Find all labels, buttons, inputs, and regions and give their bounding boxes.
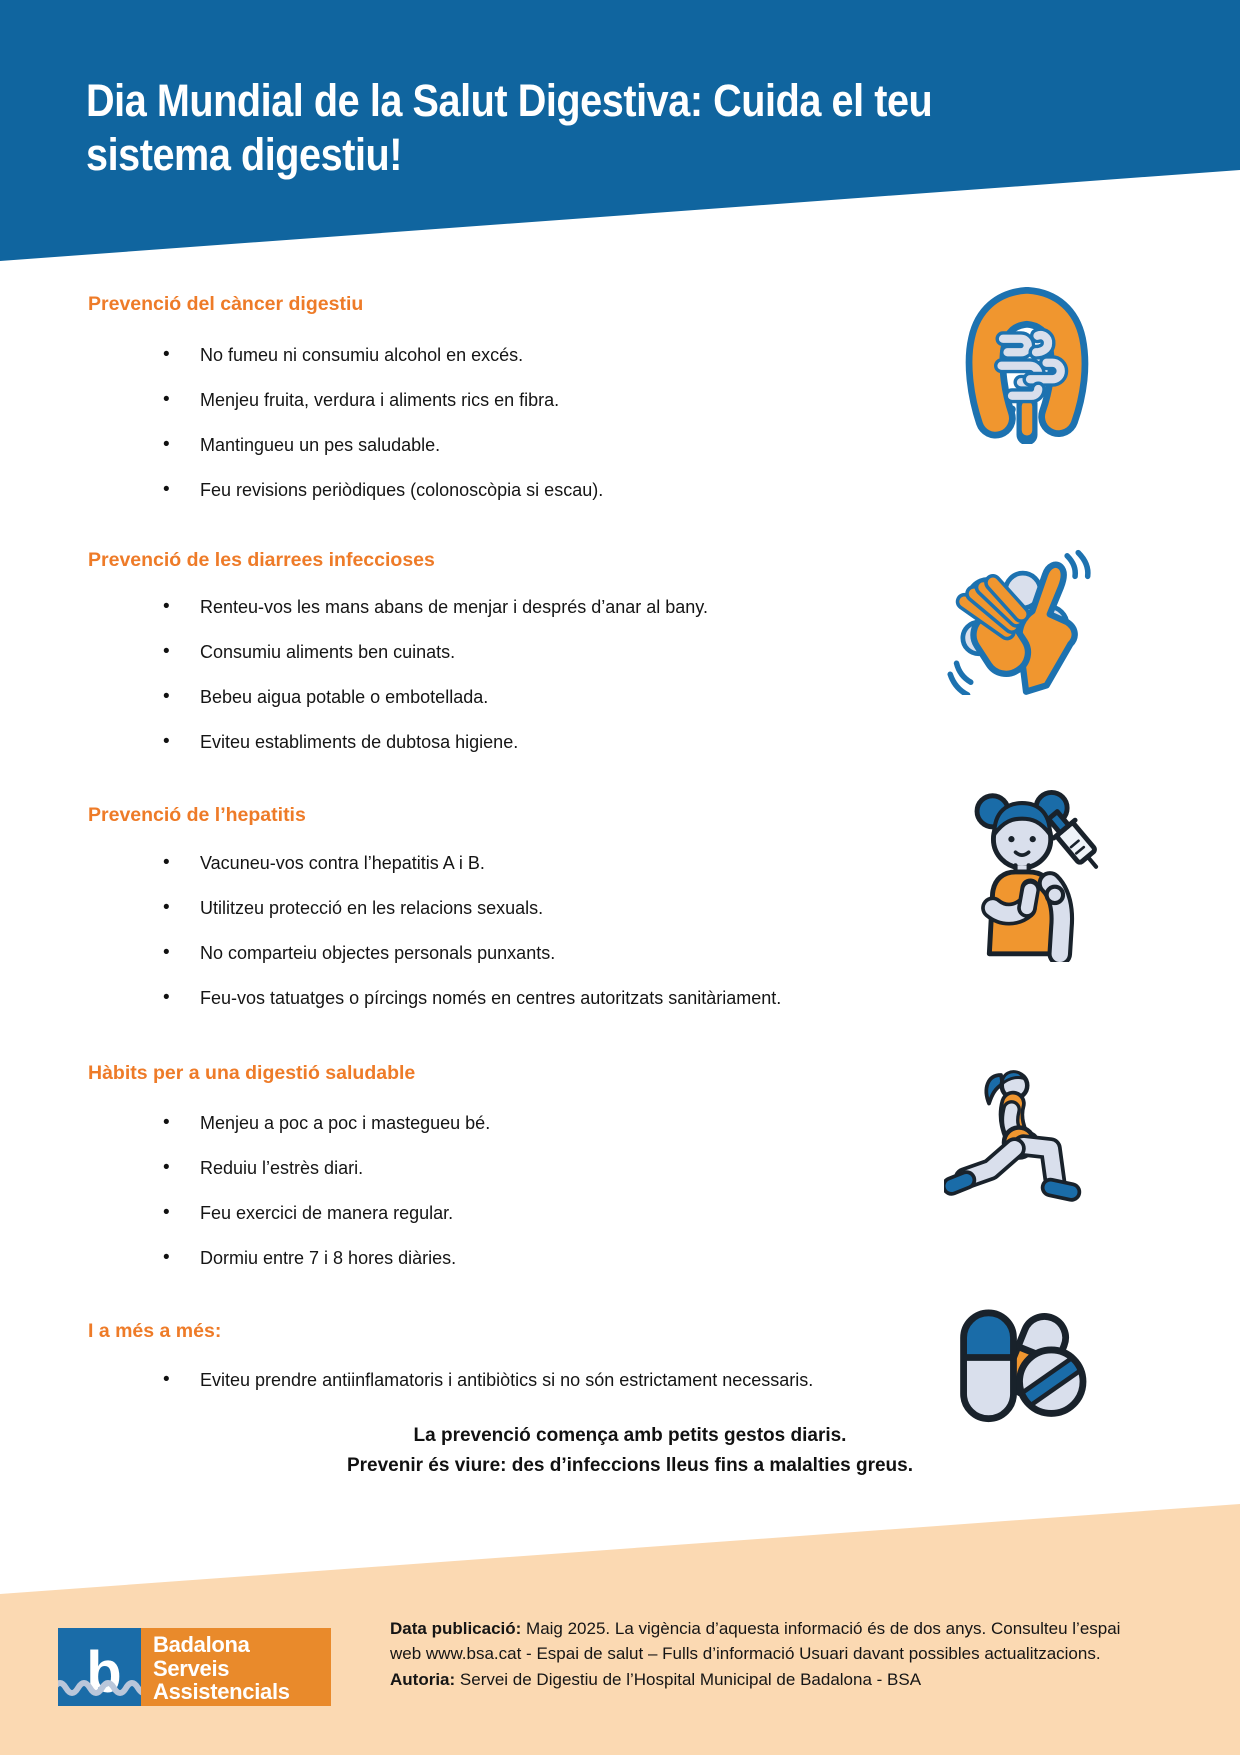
section-heading-diarrea: Prevenció de les diarrees infeccioses	[88, 549, 435, 571]
closing-line2: Prevenir és viure: des d’infeccions lleus fins a malalties greus.	[346, 1455, 913, 1476]
bullet-item: • Consumiu aliments ben cuinats.	[200, 639, 990, 665]
bullet-item: • Dormiu entre 7 i 8 hores diàries.	[200, 1245, 990, 1271]
bullet-list-hepatitis	[200, 850, 990, 1030]
bullet-item: • Eviteu establiments de dubtosa higiene.	[200, 729, 990, 755]
publication-date-label: Data publicació:	[390, 1619, 522, 1638]
bullet-item: • Renteu-vos les mans abans de menjar i després d’anar al bany.	[200, 594, 990, 620]
handwash-icon	[936, 543, 1094, 695]
logo-line3: Assistencials	[153, 1679, 290, 1704]
bullet-item: • Vacuneu-vos contra l’hepatitis A i B.	[200, 850, 990, 876]
bullet-item: • Utilitzeu protecció en les relacions sexuals.	[200, 895, 990, 921]
bsa-logo-text	[141, 1628, 331, 1706]
bullet-list-cancer	[200, 342, 990, 522]
bullet-item: • Feu-vos tatuatges o pírcings només en centres autoritzats sanitàriament.	[200, 985, 990, 1011]
pills-icon	[942, 1294, 1094, 1424]
bullet-item: • Mantingueu un pes saludable.	[200, 432, 990, 458]
logo-letter: b	[86, 1640, 122, 1705]
footer-info	[390, 1616, 1210, 1692]
footer-info-line2: web www.bsa.cat - Espai de salut – Fulls d’informació Usuari davant possibles actualitzacions.	[390, 1644, 1101, 1664]
logo-line2: Serveis	[153, 1655, 230, 1681]
bullet-list-more	[200, 1367, 990, 1412]
bullet-item: • Bebeu aigua potable o embotellada.	[200, 684, 990, 710]
closing-statement	[10, 1421, 1240, 1481]
page-title	[86, 74, 1098, 182]
bullet-item: • No fumeu ni consumiu alcohol en excés.	[200, 342, 990, 368]
bullet-item: • Reduiu l’estrès diari.	[200, 1155, 990, 1181]
bullet-item: • Eviteu prendre antiinflamatoris i antibiòtics si no són estrictament necessaris.	[200, 1367, 990, 1393]
bsa-logo-mark	[58, 1628, 141, 1706]
section-heading-hepatitis: Prevenció de l’hepatitis	[88, 804, 306, 826]
exercise-icon	[944, 1063, 1094, 1210]
vaccination-icon	[948, 790, 1106, 962]
page-title-line2: sistema digestiu!	[86, 129, 403, 180]
logo-line1: Badalona	[153, 1632, 250, 1657]
bullet-item: • No comparteiu objectes personals punxants.	[200, 940, 990, 966]
bullet-list-diarrea	[200, 594, 990, 774]
section-heading-habits: Hàbits per a una digestió saludable	[88, 1062, 416, 1084]
bullet-item: • Menjeu a poc a poc i mastegueu bé.	[200, 1110, 990, 1136]
publication-date-text: Maig 2025. La vigència d’aquesta informació és de dos anys. Consulteu l’espai	[521, 1619, 1121, 1638]
closing-line1: La prevenció comença amb petits gestos diaris.	[413, 1425, 847, 1446]
authorship-text: Servei de Digestiu de l’Hospital Municipal de Badalona - BSA	[455, 1669, 922, 1689]
bullet-item: • Menjeu fruita, verdura i aliments rics en fibra.	[200, 387, 990, 413]
authorship-label: Autoria:	[390, 1669, 456, 1689]
page-title-line1: Dia Mundial de la Salut Digestiva: Cuida el teu	[86, 75, 933, 126]
intestine-icon	[952, 286, 1102, 444]
bullet-list-habits	[200, 1110, 990, 1290]
section-heading-more: I a més a més:	[88, 1320, 222, 1342]
section-heading-cancer: Prevenció del càncer digestiu	[88, 293, 364, 315]
bullet-item: • Feu revisions periòdiques (colonoscòpia si escau).	[200, 477, 990, 503]
bullet-item: • Feu exercici de manera regular.	[200, 1200, 990, 1226]
